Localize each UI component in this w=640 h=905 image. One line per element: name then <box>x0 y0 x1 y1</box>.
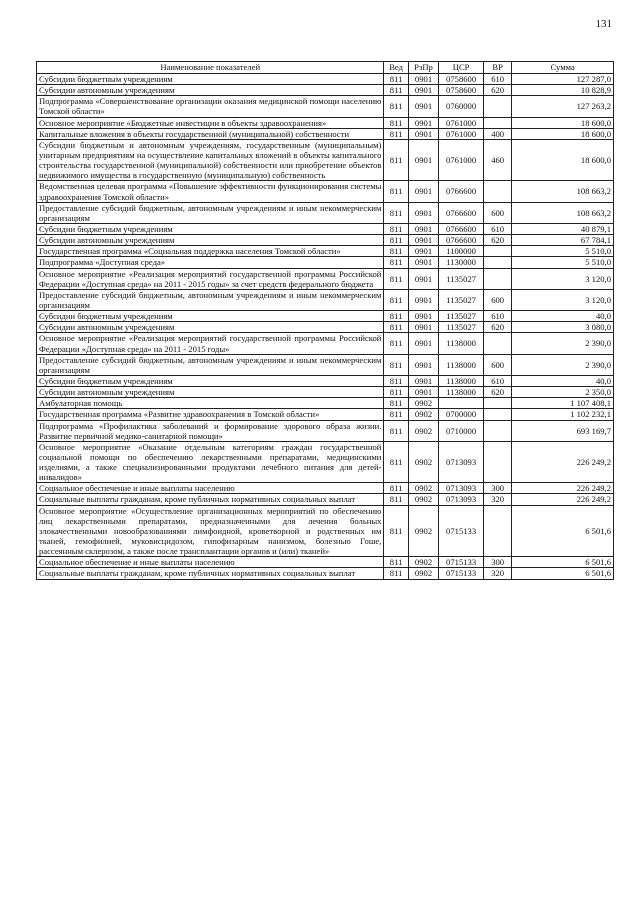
cell-name: Подпрограмма «Профилактика заболеваний и формирование здорового образа жизни. Развитие первичной медико-санитарной помощи» <box>37 420 384 441</box>
cell-sum: 127 287,0 <box>512 74 614 85</box>
cell-csr: 0713093 <box>439 441 484 483</box>
cell-ved: 811 <box>384 117 408 128</box>
cell-vr <box>483 257 511 268</box>
cell-csr: 1138000 <box>439 387 484 398</box>
cell-sum: 67 784,1 <box>512 235 614 246</box>
cell-vr: 620 <box>483 322 511 333</box>
cell-ved: 811 <box>384 181 408 202</box>
header-ved: Вед <box>384 62 408 74</box>
table-row <box>37 375 614 386</box>
cell-vr <box>483 398 511 409</box>
cell-name: Государственная программа «Социальная поддержка населения Томской области» <box>37 246 384 257</box>
cell-rzpr: 0901 <box>408 223 438 234</box>
cell-vr: 600 <box>483 289 511 310</box>
budget-table <box>36 61 614 580</box>
cell-ved: 811 <box>384 289 408 310</box>
cell-name: Основное мероприятие «Реализация мероприятий государственной программы Российской Федерации «Доступная среда» на 2011 - 2015 годы» <box>37 333 384 354</box>
cell-vr <box>483 505 511 557</box>
cell-csr: 1138000 <box>439 354 484 375</box>
cell-csr: 1135027 <box>439 289 484 310</box>
cell-ved: 811 <box>384 257 408 268</box>
cell-name: Основное мероприятие «Оказание отдельным категориям граждан государственной социальной помощи по обеспечению лекарственными препаратами, медицинскими изделиями, а также специализированными продуктами лечебного питания для детей-инвалидов» <box>37 441 384 483</box>
table-row <box>37 85 614 96</box>
header-name: Наименование показателей <box>37 62 384 74</box>
cell-ved: 811 <box>384 420 408 441</box>
cell-ved: 811 <box>384 322 408 333</box>
cell-sum: 10 828,9 <box>512 85 614 96</box>
table-row <box>37 268 614 289</box>
table-row <box>37 223 614 234</box>
table-row <box>37 505 614 557</box>
cell-name: Социальное обеспечение и иные выплаты населению <box>37 557 384 568</box>
table-row <box>37 568 614 579</box>
cell-ved: 811 <box>384 85 408 96</box>
cell-ved: 811 <box>384 139 408 181</box>
cell-sum: 226 249,2 <box>512 441 614 483</box>
cell-rzpr: 0901 <box>408 74 438 85</box>
cell-rzpr: 0901 <box>408 289 438 310</box>
cell-sum: 108 663,2 <box>512 202 614 223</box>
cell-name: Субсидии бюджетным учреждениям <box>37 311 384 322</box>
table-row <box>37 387 614 398</box>
cell-rzpr: 0901 <box>408 375 438 386</box>
cell-name: Социальные выплаты гражданам, кроме публичных нормативных социальных выплат <box>37 494 384 505</box>
cell-name: Субсидии автономным учреждениям <box>37 235 384 246</box>
cell-csr <box>439 398 484 409</box>
cell-name: Предоставление субсидий бюджетным, автономным учреждениям и иным некоммерческим организациям <box>37 354 384 375</box>
cell-csr: 0766600 <box>439 181 484 202</box>
cell-ved: 811 <box>384 311 408 322</box>
table-row <box>37 322 614 333</box>
table-row <box>37 246 614 257</box>
cell-vr: 600 <box>483 354 511 375</box>
table-row <box>37 235 614 246</box>
cell-rzpr: 0902 <box>408 441 438 483</box>
table-row <box>37 117 614 128</box>
cell-rzpr: 0901 <box>408 181 438 202</box>
cell-csr: 1138000 <box>439 333 484 354</box>
cell-csr: 0713093 <box>439 483 484 494</box>
cell-rzpr: 0902 <box>408 398 438 409</box>
table-row <box>37 494 614 505</box>
cell-csr: 0766600 <box>439 235 484 246</box>
table-row <box>37 409 614 420</box>
cell-vr: 460 <box>483 139 511 181</box>
cell-sum: 226 249,2 <box>512 483 614 494</box>
table-row <box>37 441 614 483</box>
cell-csr: 1130000 <box>439 257 484 268</box>
cell-name: Субсидии бюджетным учреждениям <box>37 74 384 85</box>
cell-ved: 811 <box>384 333 408 354</box>
cell-csr: 0758600 <box>439 74 484 85</box>
cell-ved: 811 <box>384 557 408 568</box>
table-row <box>37 333 614 354</box>
cell-csr: 0715133 <box>439 505 484 557</box>
cell-name: Субсидии бюджетным учреждениям <box>37 223 384 234</box>
header-vr: ВР <box>483 62 511 74</box>
cell-csr: 0710000 <box>439 420 484 441</box>
cell-vr: 610 <box>483 375 511 386</box>
cell-rzpr: 0901 <box>408 117 438 128</box>
cell-vr <box>483 333 511 354</box>
cell-rzpr: 0902 <box>408 483 438 494</box>
cell-rzpr: 0901 <box>408 246 438 257</box>
cell-sum: 3 120,0 <box>512 268 614 289</box>
cell-sum: 18 600,0 <box>512 139 614 181</box>
cell-name: Предоставление субсидий бюджетным, автономным учреждениям и иным некоммерческим организациям <box>37 202 384 223</box>
cell-sum: 40 879,1 <box>512 223 614 234</box>
cell-vr: 300 <box>483 557 511 568</box>
cell-csr: 0766600 <box>439 223 484 234</box>
table-row <box>37 96 614 117</box>
table-row <box>37 202 614 223</box>
cell-name: Ведомственная целевая программа «Повышение эффективности функционирования системы здравоохранения Томской области» <box>37 181 384 202</box>
cell-csr: 0766600 <box>439 202 484 223</box>
cell-name: Основное мероприятие «Бюджетные инвестиции в объекты здравоохранения» <box>37 117 384 128</box>
cell-sum: 18 600,0 <box>512 117 614 128</box>
cell-name: Основное мероприятие «Реализация мероприятий государственной программы Российской Федерации «Доступная среда» на 2011 - 2015 годы» за счет средств федерального бюджета <box>37 268 384 289</box>
cell-ved: 811 <box>384 74 408 85</box>
cell-csr: 1135027 <box>439 268 484 289</box>
cell-rzpr: 0901 <box>408 387 438 398</box>
cell-csr: 0761000 <box>439 117 484 128</box>
cell-csr: 0761000 <box>439 128 484 139</box>
cell-csr: 1100000 <box>439 246 484 257</box>
cell-name: Субсидии автономным учреждениям <box>37 85 384 96</box>
cell-rzpr: 0901 <box>408 96 438 117</box>
cell-sum: 2 390,0 <box>512 354 614 375</box>
cell-csr: 1135027 <box>439 322 484 333</box>
cell-rzpr: 0901 <box>408 128 438 139</box>
cell-ved: 811 <box>384 223 408 234</box>
cell-sum: 693 169,7 <box>512 420 614 441</box>
table-row <box>37 398 614 409</box>
header-sum: Сумма <box>512 62 614 74</box>
cell-ved: 811 <box>384 387 408 398</box>
cell-vr: 610 <box>483 223 511 234</box>
cell-ved: 811 <box>384 96 408 117</box>
cell-ved: 811 <box>384 375 408 386</box>
cell-ved: 811 <box>384 441 408 483</box>
table-row <box>37 74 614 85</box>
cell-rzpr: 0901 <box>408 354 438 375</box>
cell-name: Амбулаторная помощь <box>37 398 384 409</box>
cell-csr: 1135027 <box>439 311 484 322</box>
cell-vr: 620 <box>483 235 511 246</box>
cell-name: Капитальные вложения в объекты государственной (муниципальной) собственности <box>37 128 384 139</box>
cell-ved: 811 <box>384 568 408 579</box>
cell-ved: 811 <box>384 409 408 420</box>
cell-sum: 3 120,0 <box>512 289 614 310</box>
cell-vr: 300 <box>483 483 511 494</box>
cell-ved: 811 <box>384 246 408 257</box>
cell-rzpr: 0902 <box>408 568 438 579</box>
cell-rzpr: 0901 <box>408 311 438 322</box>
cell-vr <box>483 246 511 257</box>
page-number: 131 <box>595 18 612 30</box>
table-row <box>37 483 614 494</box>
cell-rzpr: 0901 <box>408 268 438 289</box>
cell-vr: 620 <box>483 85 511 96</box>
cell-rzpr: 0901 <box>408 85 438 96</box>
cell-vr: 610 <box>483 311 511 322</box>
table-row <box>37 420 614 441</box>
cell-sum: 2 390,0 <box>512 333 614 354</box>
table-row <box>37 354 614 375</box>
table-header-row <box>37 62 614 74</box>
cell-rzpr: 0901 <box>408 257 438 268</box>
cell-rzpr: 0901 <box>408 333 438 354</box>
header-csr: ЦСР <box>439 62 484 74</box>
cell-name: Социальные выплаты гражданам, кроме публичных нормативных социальных выплат <box>37 568 384 579</box>
cell-sum: 40,0 <box>512 375 614 386</box>
cell-ved: 811 <box>384 494 408 505</box>
cell-sum: 108 663,2 <box>512 181 614 202</box>
cell-name: Субсидии автономным учреждениям <box>37 322 384 333</box>
cell-vr <box>483 441 511 483</box>
cell-sum: 2 350,0 <box>512 387 614 398</box>
cell-rzpr: 0901 <box>408 235 438 246</box>
cell-rzpr: 0902 <box>408 557 438 568</box>
cell-csr: 0715133 <box>439 557 484 568</box>
table-row <box>37 181 614 202</box>
table-row <box>37 311 614 322</box>
cell-vr <box>483 268 511 289</box>
cell-name: Основное мероприятие «Осуществление организационных мероприятий по обеспечению лиц лекарственными препаратами, предназначенными для лечения больных злокачественными новообразованиями лимфоидной, кроветворной и родственных им тканей, гемофилией, муковисцидозом, гипофизарным нанизмом, болезнью Гоше, рассеянным склерозом, а также после трансплантации органов и (или) тканей» <box>37 505 384 557</box>
cell-csr: 0715133 <box>439 568 484 579</box>
table-body <box>37 74 614 580</box>
cell-csr: 0713093 <box>439 494 484 505</box>
cell-name: Государственная программа «Развитие здравоохранения в Томской области» <box>37 409 384 420</box>
cell-sum: 5 510,0 <box>512 257 614 268</box>
cell-vr: 610 <box>483 74 511 85</box>
cell-csr: 0700000 <box>439 409 484 420</box>
cell-sum: 6 501,6 <box>512 568 614 579</box>
cell-rzpr: 0902 <box>408 409 438 420</box>
cell-vr: 400 <box>483 128 511 139</box>
cell-csr: 1138000 <box>439 375 484 386</box>
cell-ved: 811 <box>384 398 408 409</box>
cell-name: Предоставление субсидий бюджетным, автономным учреждениям и иным некоммерческим организациям <box>37 289 384 310</box>
cell-sum: 226 249,2 <box>512 494 614 505</box>
cell-vr: 600 <box>483 202 511 223</box>
cell-vr: 620 <box>483 387 511 398</box>
cell-name: Подпрограмма «Совершенствование организации оказания медицинской помощи населению Томской области» <box>37 96 384 117</box>
cell-name: Субсидии бюджетным учреждениям <box>37 375 384 386</box>
cell-vr <box>483 409 511 420</box>
cell-rzpr: 0902 <box>408 420 438 441</box>
cell-vr: 320 <box>483 494 511 505</box>
cell-sum: 6 501,6 <box>512 557 614 568</box>
cell-sum: 127 263,2 <box>512 96 614 117</box>
cell-sum: 3 080,0 <box>512 322 614 333</box>
cell-csr: 0758600 <box>439 85 484 96</box>
cell-ved: 811 <box>384 505 408 557</box>
cell-ved: 811 <box>384 354 408 375</box>
table-row <box>37 289 614 310</box>
cell-name: Подпрограмма «Доступная среда» <box>37 257 384 268</box>
cell-sum: 18 600,0 <box>512 128 614 139</box>
cell-vr <box>483 96 511 117</box>
cell-sum: 40,0 <box>512 311 614 322</box>
cell-sum: 6 501,6 <box>512 505 614 557</box>
cell-name: Субсидии бюджетным и автономным учреждениям, государственным (муниципальным) унитарным предприятиям на осуществление капитальных вложений в объекты капитального строительства государственной (муниципальной) собственности или приобретение объектов недвижимого имущества в государственную (муниципальную) собственность <box>37 139 384 181</box>
cell-rzpr: 0901 <box>408 322 438 333</box>
cell-ved: 811 <box>384 202 408 223</box>
cell-name: Субсидии автономным учреждениям <box>37 387 384 398</box>
cell-vr <box>483 117 511 128</box>
cell-rzpr: 0901 <box>408 139 438 181</box>
cell-ved: 811 <box>384 128 408 139</box>
cell-rzpr: 0902 <box>408 505 438 557</box>
table-row <box>37 557 614 568</box>
table-row <box>37 139 614 181</box>
cell-vr <box>483 181 511 202</box>
cell-vr: 320 <box>483 568 511 579</box>
table-row <box>37 257 614 268</box>
cell-sum: 5 510,0 <box>512 246 614 257</box>
table-row <box>37 128 614 139</box>
cell-csr: 0760000 <box>439 96 484 117</box>
cell-sum: 1 107 408,1 <box>512 398 614 409</box>
cell-ved: 811 <box>384 235 408 246</box>
cell-rzpr: 0902 <box>408 494 438 505</box>
header-rzpr: РзПр <box>408 62 438 74</box>
cell-rzpr: 0901 <box>408 202 438 223</box>
cell-name: Социальное обеспечение и иные выплаты населению <box>37 483 384 494</box>
cell-sum: 1 102 232,1 <box>512 409 614 420</box>
cell-ved: 811 <box>384 268 408 289</box>
cell-csr: 0761000 <box>439 139 484 181</box>
cell-ved: 811 <box>384 483 408 494</box>
cell-vr <box>483 420 511 441</box>
